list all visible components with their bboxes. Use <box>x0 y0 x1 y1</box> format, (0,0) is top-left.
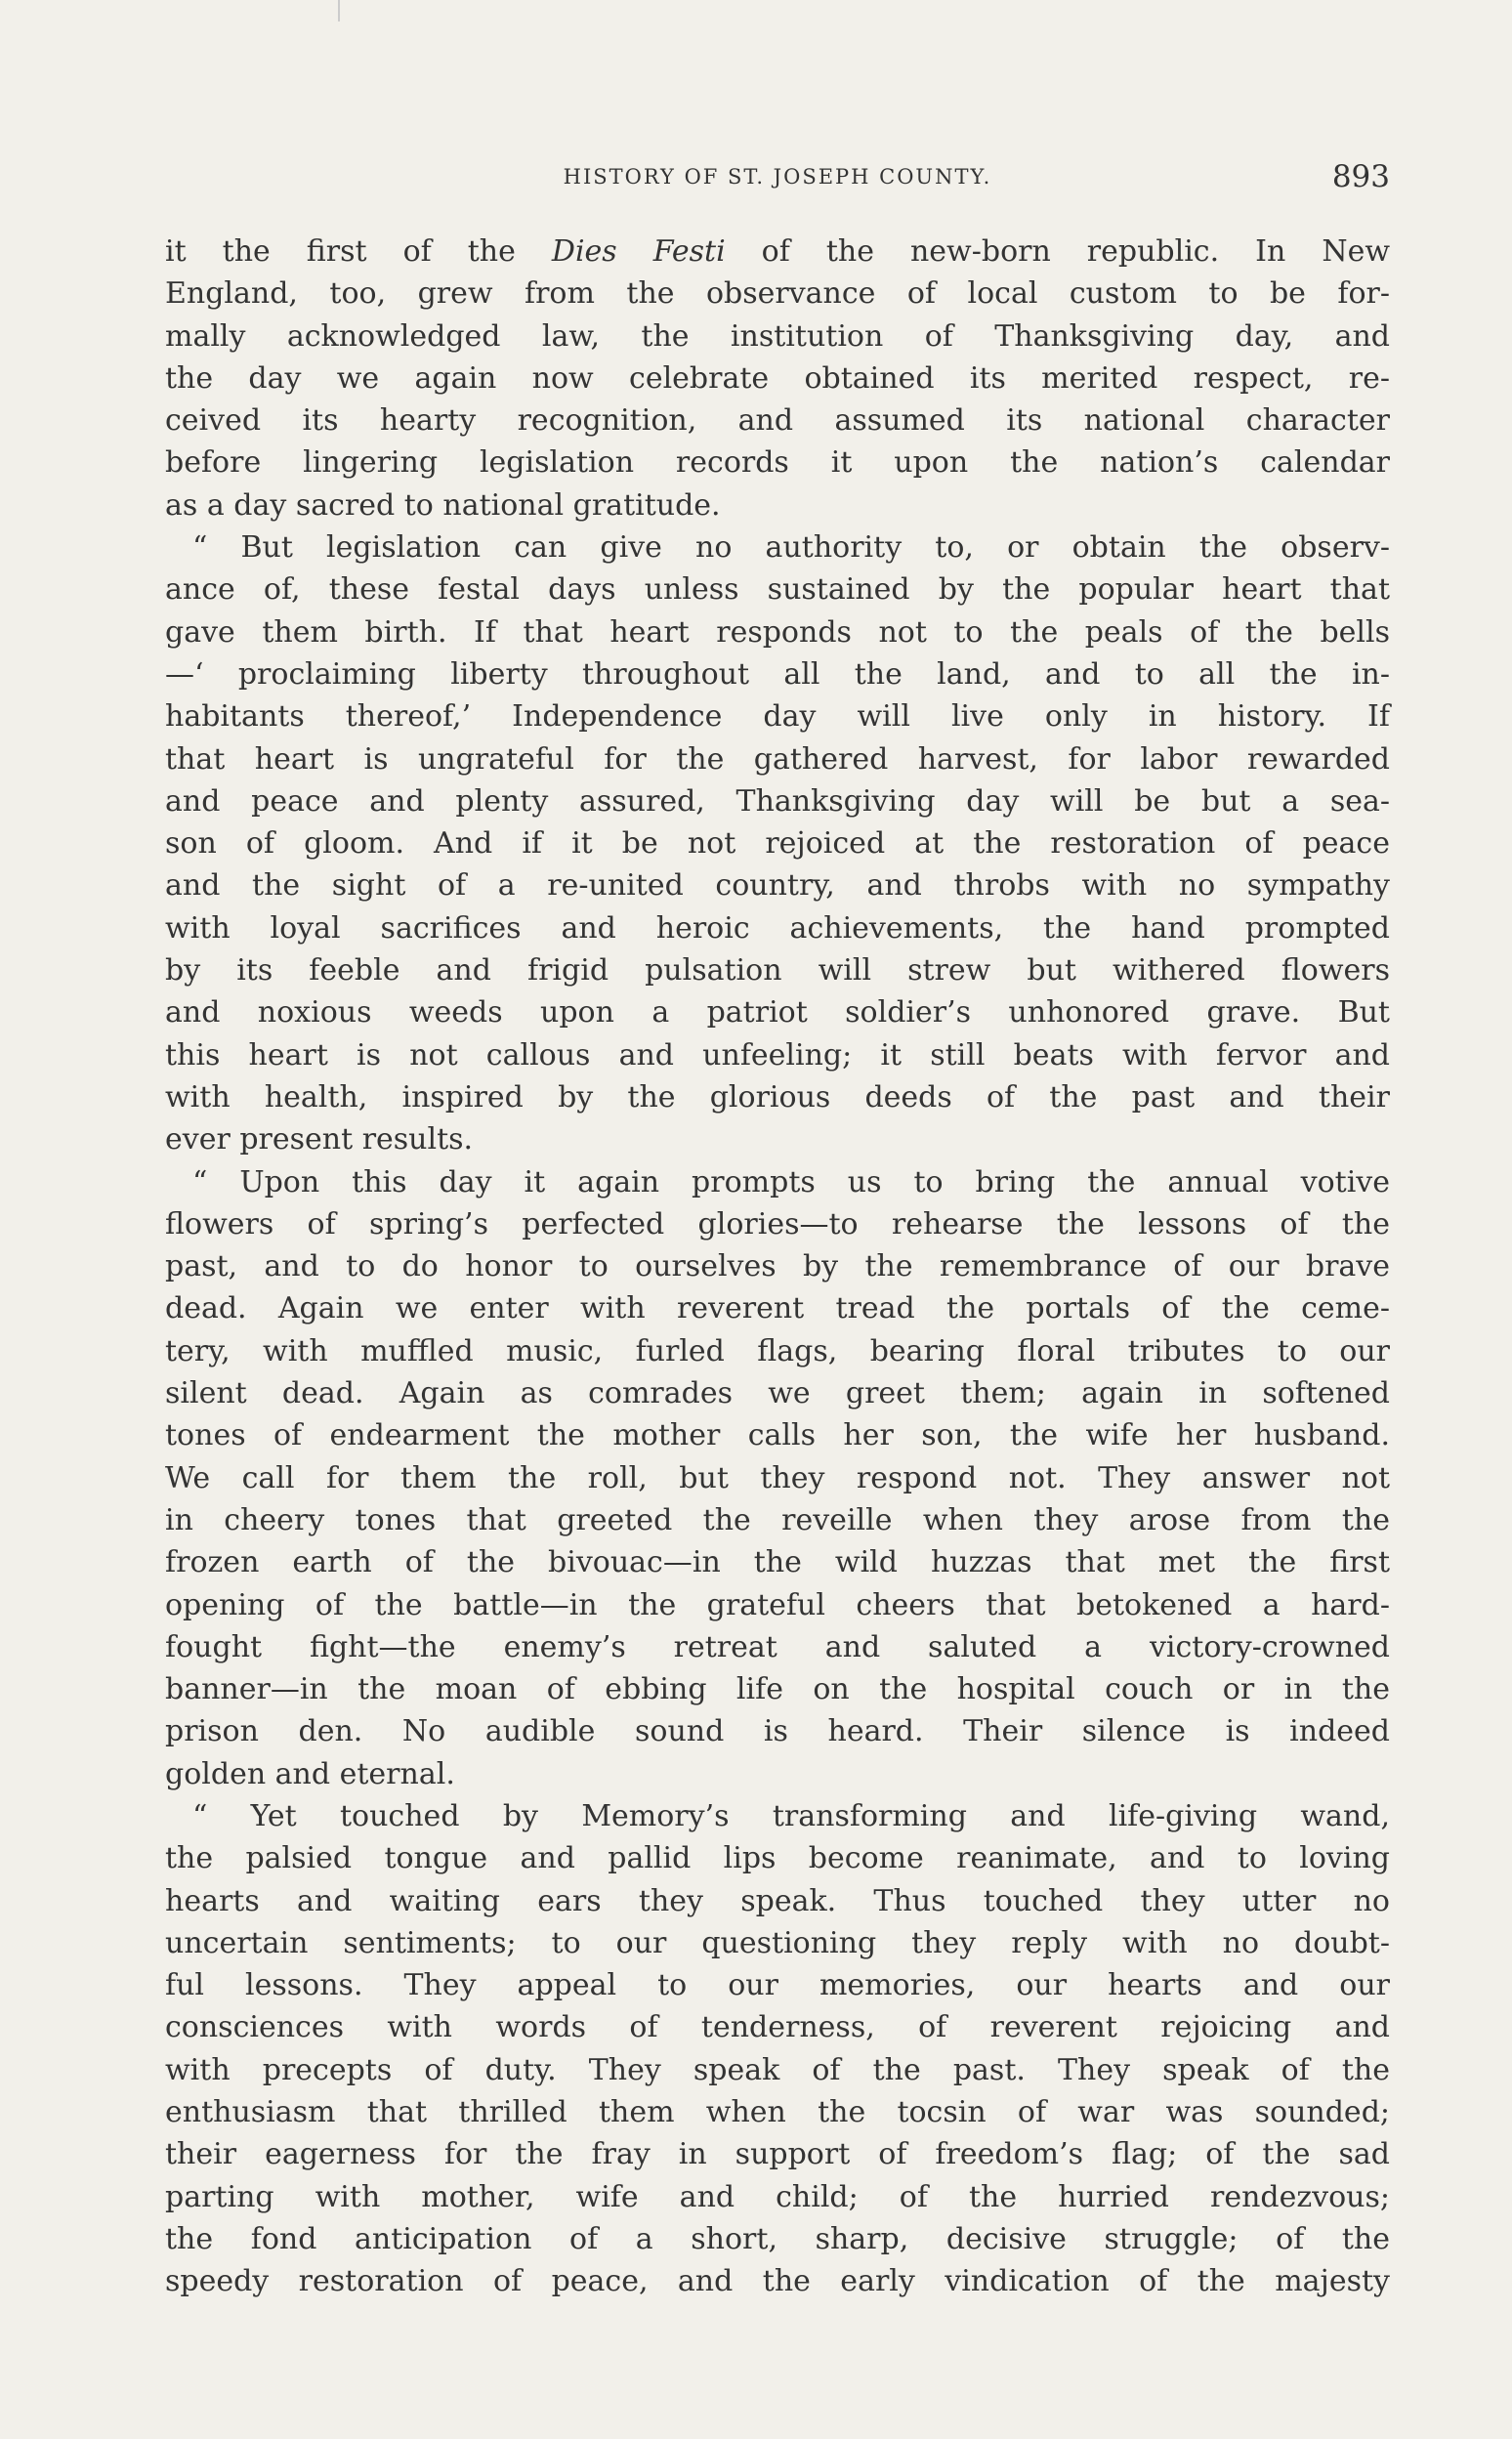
line-text: of the new-born republic. In New <box>725 234 1390 269</box>
scan-mark <box>338 0 340 21</box>
text-line <box>165 315 1390 357</box>
line-text: “ Upon this day it again prompts us to bring the annual votive <box>192 1164 1390 1199</box>
text-line <box>165 2049 1390 2091</box>
line-text: it the first of the <box>165 234 552 269</box>
text-line <box>165 2218 1390 2260</box>
text-line <box>165 1118 1390 1160</box>
line-text: in cheery tones that greeted the reveille when they arose from the <box>165 1502 1390 1537</box>
text-line <box>165 1880 1390 1922</box>
text-line <box>165 1584 1390 1626</box>
text-line <box>165 991 1390 1033</box>
page-number: 893 <box>1331 159 1390 194</box>
line-text: gave them birth. If that heart responds not to the peals of the bells <box>165 614 1390 650</box>
line-text: enthusiasm that thrilled them when the tocsin of war was sounded; <box>165 2095 1390 2130</box>
line-text: ceived its hearty recognition, and assumed its national character <box>165 403 1390 439</box>
text-line <box>165 1372 1390 1414</box>
text-line <box>165 695 1390 737</box>
line-text: fought fight—the enemy’s retreat and saluted a victory-crowned <box>165 1629 1390 1664</box>
line-text: with loyal sacrifices and heroic achievements, the hand prompted <box>165 910 1390 946</box>
line-text: England, too, grew from the observance of local custom to be for- <box>165 276 1390 312</box>
text-line <box>165 1330 1390 1372</box>
text-line <box>165 2006 1390 2048</box>
text-line <box>165 780 1390 822</box>
line-text: that heart is ungrateful for the gathered harvest, for labor rewarded <box>165 741 1390 777</box>
text-line <box>165 1668 1390 1710</box>
text-line <box>165 231 1390 273</box>
text-line <box>165 399 1390 442</box>
line-text: and peace and plenty assured, Thanksgiving day will be but a sea- <box>165 783 1390 819</box>
text-line <box>165 2091 1390 2133</box>
text-line <box>165 2176 1390 2218</box>
line-text: speedy restoration of peace, and the early vindication of the majesty <box>165 2264 1390 2299</box>
text-line <box>165 1161 1390 1203</box>
line-text: tery, with muffled music, furled flags, bearing floral tributes to our <box>165 1333 1390 1368</box>
line-text: prison den. No audible sound is heard. Their silence is indeed <box>165 1714 1390 1749</box>
text-line <box>165 442 1390 484</box>
line-text: this heart is not callous and unfeeling; it still beats with fervor and <box>165 1037 1390 1072</box>
line-text: with precepts of duty. They speak of the past. They speak of the <box>165 2052 1390 2087</box>
text-line <box>165 1710 1390 1752</box>
page-header <box>165 159 1390 198</box>
line-text: “ Yet touched by Memory’s transforming and life-giving wand, <box>192 1798 1390 1833</box>
line-text: dead. Again we enter with reverent tread the portals of the ceme- <box>165 1291 1390 1326</box>
line-text: and noxious weeds upon a patriot soldier’s unhonored grave. But <box>165 995 1390 1030</box>
line-text: flowers of spring’s perfected glories—to rehearse the lessons of the <box>165 1206 1390 1241</box>
line-text: ful lessons. They appeal to our memories, our hearts and our <box>165 1968 1390 2003</box>
text-line <box>165 1076 1390 1118</box>
text-line <box>165 1287 1390 1329</box>
body-text <box>165 231 1390 2303</box>
line-text: the fond anticipation of a short, sharp, decisive struggle; of the <box>165 2221 1390 2256</box>
text-line <box>165 1203 1390 1245</box>
line-text: as a day sacred to national gratitude. <box>165 487 721 523</box>
text-line <box>165 907 1390 949</box>
line-text: with health, inspired by the glorious deeds of the past and their <box>165 1079 1390 1114</box>
line-text: parting with mother, wife and child; of the hurried rendezvous; <box>165 2179 1390 2214</box>
line-text: by its feeble and frigid pulsation will strew but withered flowers <box>165 953 1390 988</box>
text-line <box>165 738 1390 780</box>
line-text: son of gloom. And if it be not rejoiced at the restoration of peace <box>165 826 1390 862</box>
text-line <box>165 1964 1390 2006</box>
line-text: —‘ proclaiming liberty throughout all the land, and to all the in- <box>165 656 1390 692</box>
text-line <box>165 273 1390 315</box>
line-text: habitants thereof,’ Independence day will live only in history. If <box>165 699 1390 735</box>
text-line <box>165 484 1390 526</box>
line-text: opening of the battle—in the grateful cheers that betokened a hard- <box>165 1587 1390 1622</box>
line-text: silent dead. Again as comrades we greet them; again in softened <box>165 1376 1390 1411</box>
text-line <box>165 611 1390 653</box>
line-text: before lingering legislation records it upon the nation’s calendar <box>165 445 1390 481</box>
line-text: frozen earth of the bivouac—in the wild huzzas that met the first <box>165 1545 1390 1580</box>
text-line <box>165 1457 1390 1499</box>
text-line <box>165 822 1390 864</box>
line-text: banner—in the moan of ebbing life on the hospital couch or in the <box>165 1672 1390 1707</box>
text-line <box>165 1753 1390 1795</box>
text-line <box>165 864 1390 906</box>
text-line <box>165 526 1390 568</box>
text-line <box>165 1414 1390 1456</box>
line-text: ever present results. <box>165 1122 474 1157</box>
line-text: consciences with words of tenderness, of reverent rejoicing and <box>165 2010 1390 2045</box>
line-text: golden and eternal. <box>165 1756 455 1791</box>
line-text: the day we again now celebrate obtained its merited respect, re- <box>165 360 1390 396</box>
running-title: HISTORY OF ST. JOSEPH COUNTY. <box>563 165 992 189</box>
line-text: uncertain sentiments; to our questioning they reply with no doubt- <box>165 1925 1390 1960</box>
text-line <box>165 1541 1390 1583</box>
text-line <box>165 1499 1390 1541</box>
line-text: We call for them the roll, but they respond not. They answer not <box>165 1460 1390 1495</box>
text-line <box>165 653 1390 695</box>
text-line <box>165 1245 1390 1287</box>
line-text: past, and to do honor to ourselves by the remembrance of our brave <box>165 1249 1390 1284</box>
line-text: ance of, these festal days unless sustained by the popular heart that <box>165 572 1390 608</box>
line-text: and the sight of a re-united country, and throbs with no sympathy <box>165 868 1390 904</box>
line-text: “ But legislation can give no authority to, or obtain the observ- <box>192 530 1390 566</box>
text-line <box>165 568 1390 610</box>
text-line <box>165 1837 1390 1879</box>
line-text: their eagerness for the fray in support of freedom’s flag; of the sad <box>165 2137 1390 2172</box>
line-text: hearts and waiting ears they speak. Thus touched they utter no <box>165 1883 1390 1918</box>
text-line <box>165 1034 1390 1076</box>
text-line <box>165 357 1390 399</box>
text-line <box>165 2133 1390 2175</box>
line-text: the palsied tongue and pallid lips become reanimate, and to loving <box>165 1841 1390 1876</box>
text-line <box>165 1626 1390 1668</box>
text-line <box>165 949 1390 991</box>
italic-text: Dies Festi <box>551 234 726 269</box>
line-text: tones of endearment the mother calls her son, the wife her husband. <box>165 1418 1390 1453</box>
text-line <box>165 1922 1390 1964</box>
line-text: mally acknowledged law, the institution of Thanksgiving day, and <box>165 318 1390 354</box>
text-line <box>165 2260 1390 2302</box>
text-line <box>165 1795 1390 1837</box>
